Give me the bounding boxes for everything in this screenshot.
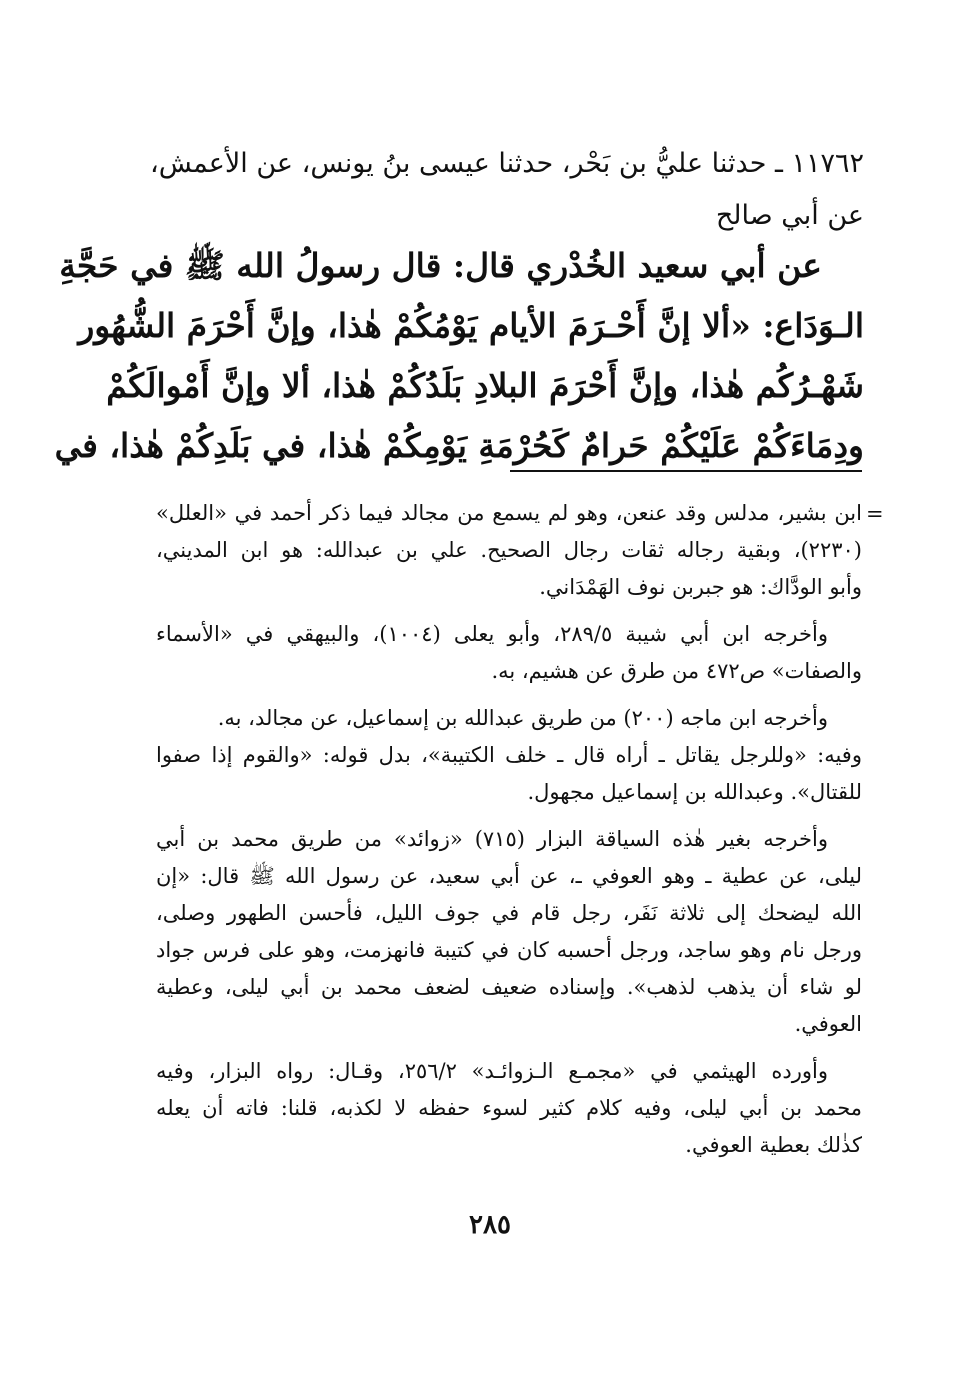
- footnote-line: (٢٢٣٠)، وبقية رجاله ثقات رجال الصحيح. علي بن عبدالله: هو ابن المديني،: [156, 538, 862, 562]
- footnote-line: وأخرجه بغير هٰذه السياقة البزار (٧١٥) «زوائد» من طريق محمد بن أبي: [156, 827, 828, 851]
- footnote-continuation-mark: =: [866, 502, 884, 526]
- footnote-paragraph: [156, 821, 862, 1043]
- footnote-line: محمد بن أبي ليلى، وفيه كلام كثير لسوء حفظه لا لكذبه، قلنا: فاته أن يعله: [156, 1096, 862, 1120]
- footnote-line: والصفات» ص٤٧٢ من طرق عن هشيم، به.: [491, 659, 862, 683]
- footnote-line: وأخرجه ابن ماجه (٢٠٠) من طريق عبدالله بن إسماعيل، عن مجالد، به.: [217, 706, 828, 730]
- footnote-line: العوفي.: [794, 1012, 862, 1036]
- footnote-paragraph: [156, 700, 862, 811]
- hadith-isnad: [150, 138, 864, 242]
- footnote-separator: [510, 470, 862, 472]
- footnote-line: كذٰلك بعطية العوفي.: [685, 1133, 862, 1157]
- footnote-line: وأخرجه ابن أبي شيبة ٢٨٩/٥، وأبو يعلى (١٠٠٤)، والبيهقي في «الأسماء: [156, 622, 828, 646]
- footnote-line: وأورده الهيثمي في «مجمـع الـزوائـد» ٢٥٦/٢، وقـال: رواه البزار، وفيه: [156, 1059, 828, 1083]
- footnote-line: ورجل نام وهو ساجد، ورجل أحسبه كان في كتيبة فانهزمت، وهو على فرس جواد: [156, 938, 862, 962]
- footnote-line: وأبو الودَّاك: هو جبربن نوف الهَمْدَاني.: [539, 575, 862, 599]
- matn-line: الـوَدَاع: «ألا إنَّ أَحْـرَمَ الأيام يَوْمُكُمْ هٰذا، وإنَّ أَحْرَمَ الشُّهُور: [78, 306, 864, 345]
- footnote-paragraph: [156, 1053, 862, 1164]
- footnote-line: ليلى، عن عطية ـ وهو العوفي ـ، عن أبي سعيد، عن رسول الله ﷺ قال: «إن: [156, 864, 862, 888]
- footnote-paragraph: [156, 616, 862, 690]
- isnad-line: ١١٧٦٢ ـ حدثنا عليُّ بن بَحْر، حدثنا عيسى بنُ يونس، عن الأعمش،: [150, 148, 864, 179]
- hadith-matn: [54, 236, 864, 476]
- footnote-paragraph: [156, 495, 862, 606]
- page-number: ٢٨٥: [469, 1210, 511, 1240]
- footnote-line: الله ليضحك إلى ثلاثة نَفَر، رجل قام في جوف الليل، فأحسن الطهور وصلى،: [156, 901, 862, 925]
- footnote-line: ابن بشير، مدلس وقد عنعن، وهو لم يسمع من مجالد فيما ذكر أحمد في «العلل»: [156, 501, 862, 525]
- footnotes: [156, 495, 862, 1164]
- matn-line: ودِمَاءَكُمْ عَلَيْكُمْ حَرامٌ كَحُرْمَةِ يَوْمِكُمْ هٰذا، في بَلَدِكُمْ هٰذا، في: [54, 426, 864, 465]
- footnote-line: لو شاء أن يذهب لذهب». وإسناده ضعيف لضعف محمد بن أبي ليلى، وعطية: [156, 975, 862, 999]
- matn-line: عن أبي سعيد الخُدْري قال: قال رسولُ الله ﷺ في حَجَّةِ: [59, 246, 822, 285]
- footnote-line: للقتال». وعبدالله بن إسماعيل مجهول.: [527, 780, 862, 804]
- isnad-line: عن أبي صالح: [715, 200, 864, 231]
- footnote-line: وفيه: «وللرجل يقاتل ـ أراه قال ـ خلف الكتيبة»، بدل قوله: «والقوم إذا صفوا: [156, 743, 862, 767]
- matn-line: شَهْـرُكُم هٰذا، وإنَّ أَحْرَمَ البلادِ بَلَدُكُمْ هٰذا، ألا وإنَّ أَمْوالَكُمْ: [106, 366, 864, 405]
